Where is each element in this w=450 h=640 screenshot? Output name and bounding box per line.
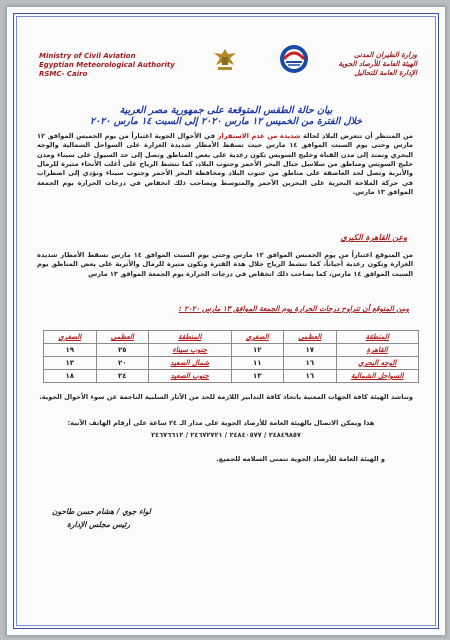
region-cell: جنوب الصعيد <box>149 370 232 383</box>
temperature-table <box>43 330 419 383</box>
min-cell: ١٣ <box>44 357 97 370</box>
header-ar-line-1: وزارة الطيران المدنى <box>353 51 417 59</box>
para1-before: من المنتظر أن تتعرض البلاد لحالة <box>300 132 414 140</box>
table-row <box>44 370 419 383</box>
signature-title: رئيس مجلس الإدارة <box>67 520 130 529</box>
header-arabic <box>297 51 417 78</box>
min-cell: ١٣ <box>231 370 284 383</box>
header-region-2: المنطقة <box>149 331 232 344</box>
max-cell: ١٦ <box>284 357 337 370</box>
header-max: العظمى <box>284 331 337 344</box>
min-cell: ١٢ <box>231 344 284 357</box>
cairo-forecast-paragraph: من المتوقع اعتباراً من يوم الخميس الموافق ١٢ مارس وحتى يوم السبت الموافق ١٤ مارس تسقط الأمطار شديدة الغزارة وتكون رعدية أحياناً، كما تنشط الرياح خلال هذة الفترة وتكون مثيرة للرمال والأتربة على بعض المناطق يوم السبت الموافق ١٤ مارس، كما يصاحب ذلك انخفاض في درجات الحرارة يوم الجمعة الموافق ١٣ مارس <box>37 251 414 278</box>
region-cell: الوجه البحري <box>336 357 419 370</box>
max-cell: ٢٠ <box>96 357 149 370</box>
document-page <box>6 6 446 636</box>
header-min: الصغرى <box>231 331 284 344</box>
table-row <box>44 357 419 370</box>
eagle-emblem-icon <box>210 45 240 75</box>
signature-name: لواء جوي / هشام حسن طاحون <box>52 507 151 516</box>
header-ar-line-3: الإدارة العامة للتحاليل <box>354 69 417 78</box>
max-cell: ١٧ <box>284 344 337 357</box>
header-en-line-3: RSMC- Cairo <box>39 69 88 78</box>
header-en-line-1: Ministry of Civil Aviation <box>39 52 136 60</box>
para1-after: في الأحوال الجوية اعتباراً من يوم الخميس الموافق ١٢ مارس وحتى يوم السبت الموافق ١٤ مارس حيث تسقط الأمطار شديدة الغزارة على السواحل الشمالية والوجه البحري وتمتد إلى مدن القناة وخليج السويس تكون رعدية على بعض المناطق وتصل إلى حد السيول على سيناء ومدن خليج السويس ومناطق من سلاسل جبال البحر الأحمر وجنوب البلاد، كما تنشط الرياح على أغلب الأنحاء مثيرة للرمال والأتربة وتصل لحد العاصفة على مناطق من جنوب البلاد ومحافظة البحر الأحمر وجنوب سيناء وتؤدي إلى اضطراب في حركة الملاحة البحرية على البحرين الأحمر والمتوسط ويصاحب ذلك انخفاض في درجات الحرارة يوم الجمعة الموافق ١٣ مارس. <box>37 132 413 197</box>
region-cell: جنوب سيناء <box>149 344 232 357</box>
header-region: المنطقة <box>336 331 419 344</box>
forecast-period: خلال الفترة من الخميس ١٢ مارس ٢٠٢٠ إلى السبت ١٤ مارس ٢٠٢٠ <box>89 116 362 127</box>
general-forecast-paragraph <box>37 132 413 198</box>
region-cell: القاهرة <box>336 344 419 357</box>
advisory-note: وتناشد الهيئة كافة الجهات المعنية باتخاذ كافة التدابير اللازمة للحد من الآثار السلبية الناجمة عن سوء الأحوال الجوية. <box>39 393 413 401</box>
header-max-2: العظمى <box>96 331 149 344</box>
region-cell: شمال الصعيد <box>149 357 232 370</box>
header-english <box>39 52 189 78</box>
max-cell: ٢٤ <box>96 370 149 383</box>
region-cell: السواحل الشمالية <box>336 370 419 383</box>
contact-note: هذا ويمكن الاتصال بالهيئة العامة للأرصاد الجوية على مدار الـ ٢٤ ساعة على أرقام الهاتف الآتية: <box>67 419 375 427</box>
forecast-title: بيان حالة الطقس المتوقعة على جمهورية مصر العربية <box>119 105 333 116</box>
para1-highlight: شديدة من عدم الاستقرار <box>217 132 301 140</box>
table-header-row <box>44 331 419 344</box>
temperature-heading: ومن المتوقع أن تتراوح درجات الحرارة يوم الجمعة الموافق ١٣ مارس ٢٠٢٠ : <box>178 304 409 313</box>
table-row <box>44 344 419 357</box>
max-cell: ١٦ <box>284 370 337 383</box>
min-cell: ١١ <box>231 357 284 370</box>
closing-note: و الهيئة العامة للأرصاد الجوية تتمنى السلامه للجميع. <box>216 455 385 463</box>
phone-numbers: ٢٤٨٤٩٨٥٧ / ٢٤٨٤٠٥٧٧ / ٢٤٦٧٢٧٢١ / ٢٤٦٧٦٦١٢ <box>151 431 301 439</box>
min-cell: ١٨ <box>44 370 97 383</box>
max-cell: ٢٥ <box>96 344 149 357</box>
min-cell: ١٩ <box>44 344 97 357</box>
header-en-line-2: Egyptian Meteorological Authority <box>39 60 175 69</box>
header-min-2: الصغرى <box>44 331 97 344</box>
header-ar-line-2: الهيئة العامة للأرصاد الجوية <box>338 60 417 69</box>
cairo-heading: وعن القاهرة الكبرى <box>340 233 407 242</box>
